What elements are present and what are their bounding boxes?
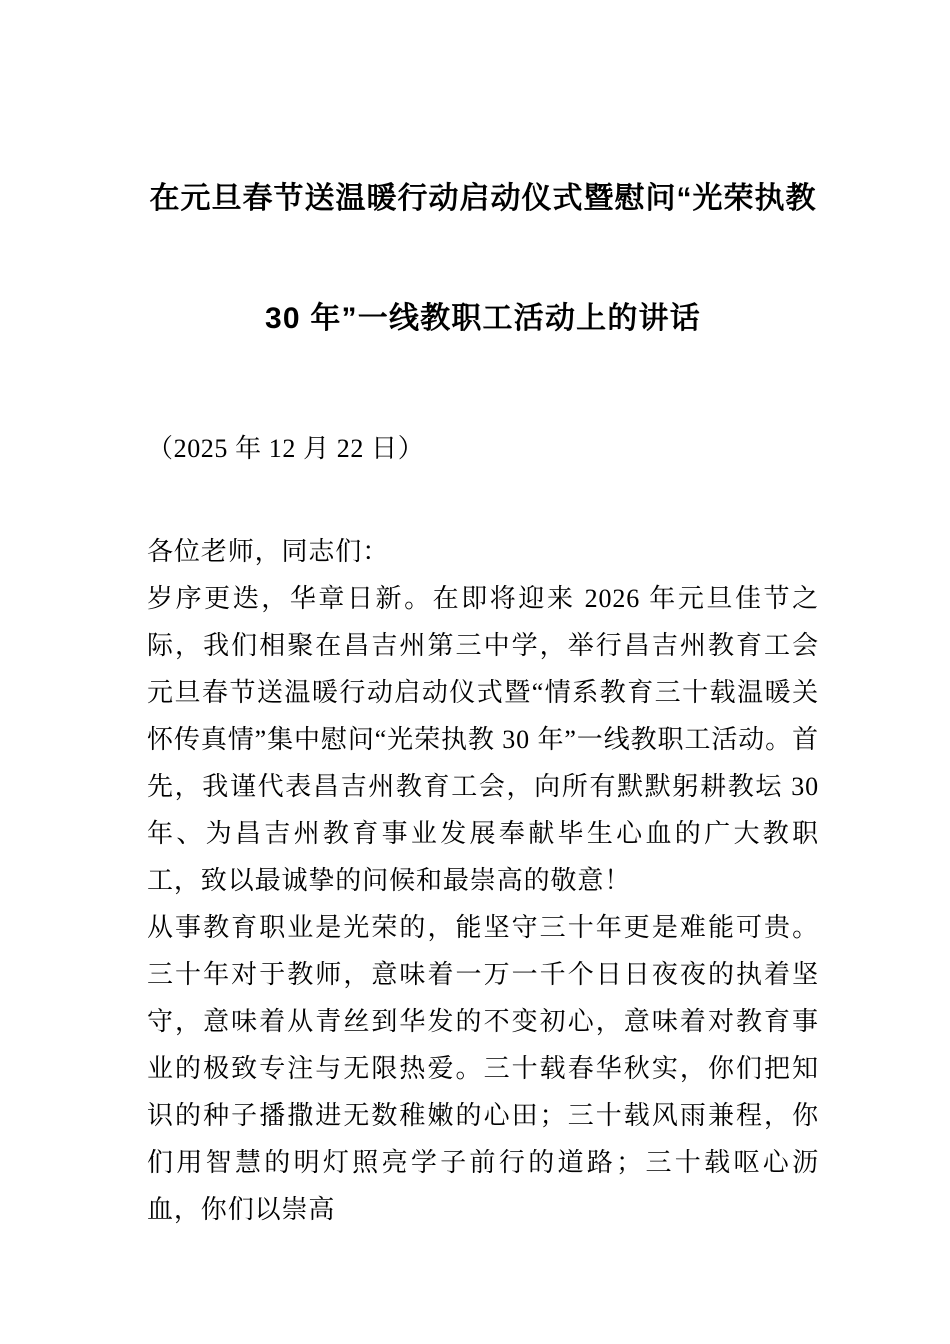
page-title bbox=[147, 139, 819, 379]
page-title-line-2: 30 年”一线教职工活动上的讲话 bbox=[265, 302, 701, 335]
body-paragraph-1: 岁序更迭，华章日新。在即将迎来 2026 年元旦佳节之际，我们相聚在昌吉州第三中学，举行昌吉州教育工会元旦春节送温暖行动启动仪式暨“情系教育三十载温暖关怀传真情”集中慰问“光荣执教 30 年”一线教职工活动。首先，我谨代表昌吉州教育工会，向所有默默躬耕教坛 30 年、为昌吉州教育事业发展奉献毕生心血的广大教职工，致以最诚挚的问候和最崇高的敬意！ bbox=[147, 584, 819, 895]
page-title-line-1: 在元旦春节送温暖行动启动仪式暨慰问“光荣执教 bbox=[149, 182, 817, 215]
document-content bbox=[147, 0, 819, 1233]
document-body bbox=[147, 466, 819, 1233]
salutation: 各位老师，同志们： bbox=[147, 537, 390, 566]
document-date: （2025 年 12 月 22 日） bbox=[147, 434, 425, 463]
body-paragraph-2: 从事教育职业是光荣的，能坚守三十年更是难能可贵。三十年对于教师，意味着一万一千个日日夜夜的执着坚守，意味着从青丝到华发的不变初心，意味着对教育事业的极致专注与无限热爱。三十载春华秋实，你们把知识的种子播撒进无数稚嫩的心田；三十载风雨兼程，你们用智慧的明灯照亮学子前行的道路；三十载呕心沥血，你们以崇高 bbox=[147, 913, 819, 1224]
title-block bbox=[147, 0, 819, 379]
